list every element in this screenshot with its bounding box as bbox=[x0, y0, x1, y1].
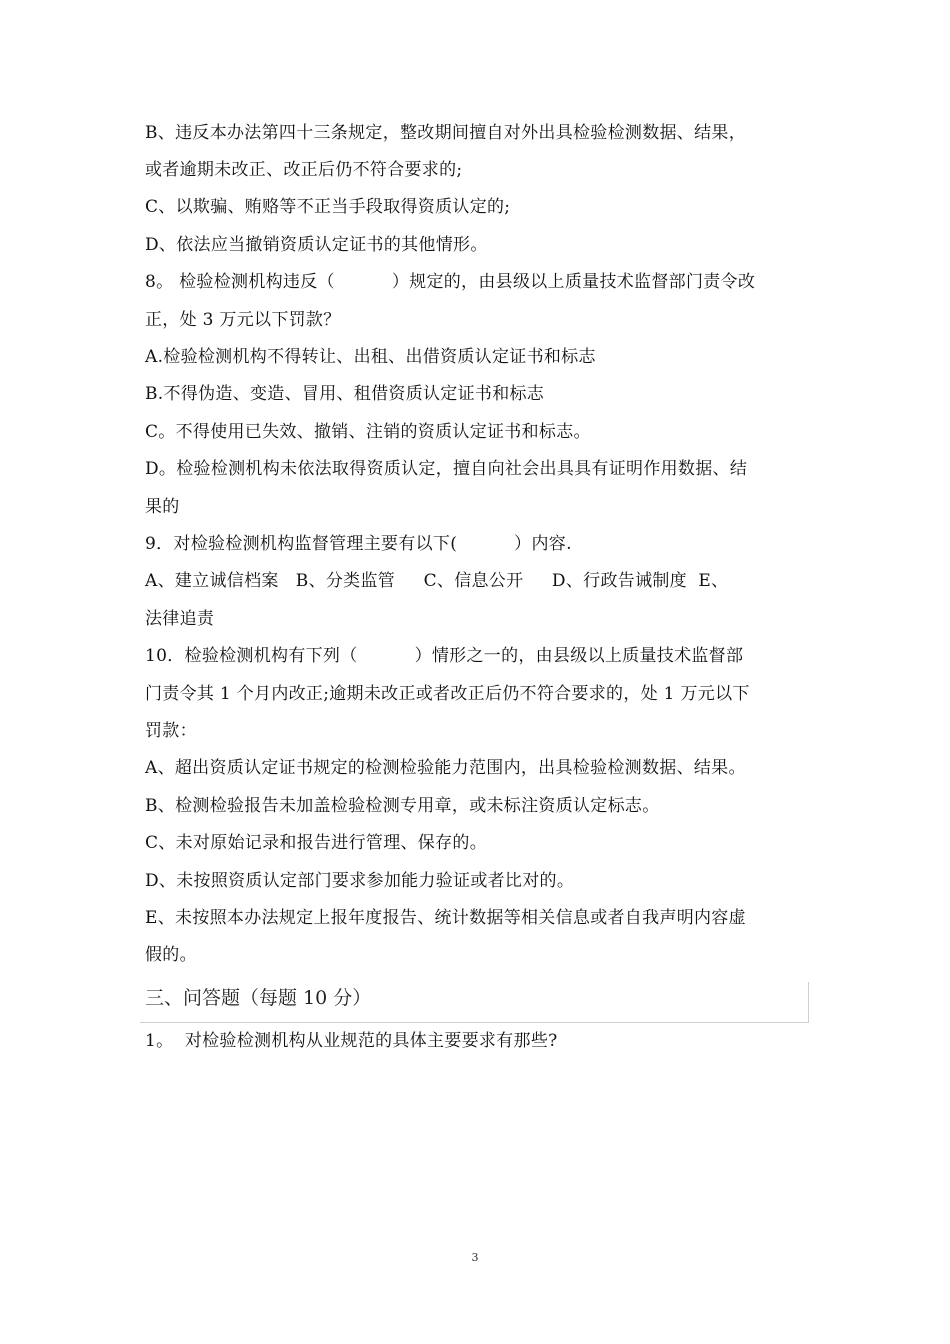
section-title: 三、问答题（每题 10 分） bbox=[145, 987, 372, 1009]
text-line: C、未对原始记录和报告进行管理、保存的。 bbox=[145, 833, 488, 853]
text-line: A、建立诚信档案 B、分类监管 C、信息公开 D、行政告诫制度 E、 bbox=[145, 571, 729, 591]
text-line: 或者逾期未改正、改正后仍不符合要求的; bbox=[145, 160, 463, 180]
text-line: A.检验检测机构不得转让、出租、出借资质认定证书和标志 bbox=[145, 347, 596, 367]
text-line: 法律追责 bbox=[145, 609, 215, 629]
text-line: 果的 bbox=[145, 497, 180, 517]
text-line: 9．对检验检测机构监督管理主要有以下( ）内容. bbox=[145, 534, 572, 554]
text-line: 正，处 3 万元以下罚款？ bbox=[145, 310, 341, 330]
text-line: B、违反本办法第四十三条规定，整改期间擅自对外出具检验检测数据、结果， bbox=[145, 123, 746, 143]
text-line: D、依法应当撤销资质认定证书的其他情形。 bbox=[145, 235, 488, 255]
text-line: C、以欺骗、贿赂等不正当手段取得资质认定的; bbox=[145, 197, 511, 217]
text-line: 门责令其 1 个月内改正;逾期未改正或者改正后仍不符合要求的，处 1 万元以下 bbox=[145, 684, 750, 704]
text-line: C。不得使用已失效、撤销、注销的资质认定证书和标志。 bbox=[145, 422, 591, 442]
text-line: B、检测检验报告未加盖检验检测专用章，或未标注资质认定标志。 bbox=[145, 796, 660, 816]
text-line: 假的。 bbox=[145, 945, 197, 965]
page-number: 3 bbox=[471, 1251, 479, 1264]
text-line: D、未按照资质认定部门要求参加能力验证或者比对的。 bbox=[145, 871, 575, 891]
text-line: 10．检验检测机构有下列（ ）情形之一的，由县级以上质量技术监督部 bbox=[145, 646, 744, 666]
text-line: 8。 检验检测机构违反（ ）规定的，由县级以上质量技术监督部门责令改 bbox=[145, 272, 756, 292]
text-line: D。检验检测机构未依法取得资质认定，擅自向社会出具具有证明作用数据、结 bbox=[145, 459, 748, 479]
text-line: 罚款： bbox=[145, 721, 197, 741]
text-line: B.不得伪造、变造、冒用、租借资质认定证书和标志 bbox=[145, 384, 545, 404]
text-line: E、未按照本办法规定上报年度报告、统计数据等相关信息或者自我声明内容虚 bbox=[145, 908, 746, 928]
question-1: 1。 对检验检测机构从业规范的具体主要要求有那些? bbox=[145, 1031, 558, 1051]
text-line: A、超出资质认定证书规定的检测检验能力范围内，出具检验检测数据、结果。 bbox=[145, 758, 746, 778]
